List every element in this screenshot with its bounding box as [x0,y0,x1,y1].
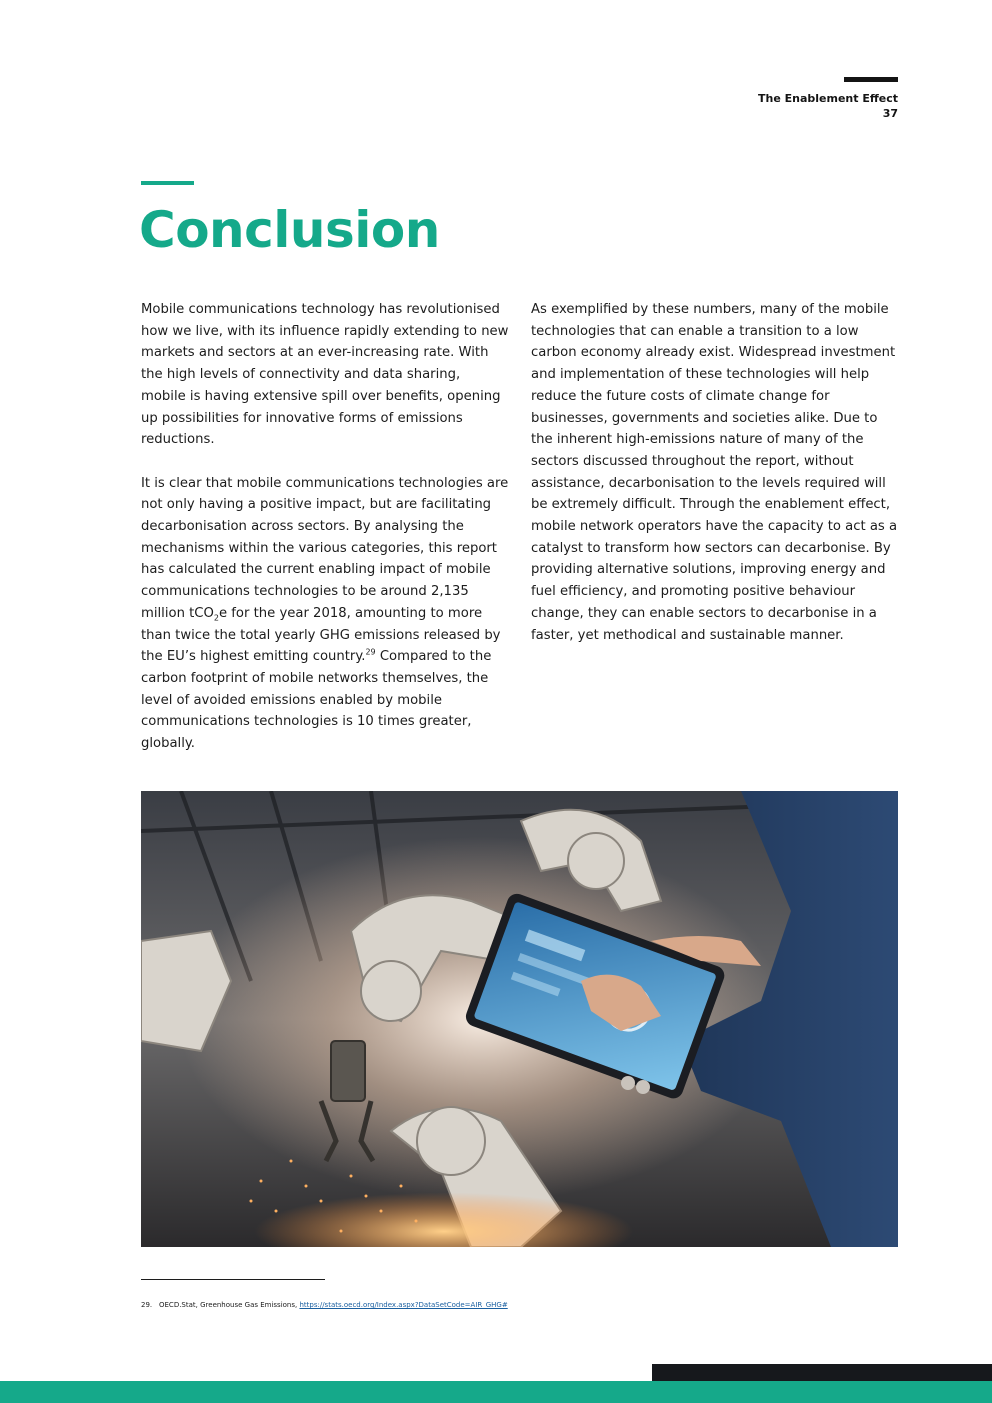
left-paragraph-2 [141,473,509,755]
footnote-rule [141,1279,325,1280]
footnote-text: OECD.Stat, Greenhouse Gas Emissions, [159,1301,300,1309]
left-paragraph-2-part-b: e for the year 2018, amounting to more than twice the total yearly GHG emissions released by the EU’s highest emitting country. [141,605,501,665]
title-accent-rule [141,181,194,185]
footnote [141,1300,508,1310]
footer-accent-bar [0,1381,992,1403]
running-header [758,91,898,121]
footnote-link[interactable]: https://stats.oecd.org/Index.aspx?DataSetCode=AIR_GHG# [299,1301,508,1309]
left-paragraph-2-part-a: It is clear that mobile communications technologies are not only having a positive impact, but are facilitating decarbonisation across sectors. By analysing the mechanisms within the various categories, this report has calculated the current enabling impact of mobile communications technologies to be around 2,135 million tCO [141,475,509,621]
left-paragraph-2-part-c: Compared to the carbon footprint of mobile networks themselves, the level of avoided emissions enabled by mobile communications technologies is 10 times greater, globally. [141,649,492,752]
page-title: Conclusion [139,201,440,259]
running-header-title: The Enablement Effect [757,92,898,105]
header-rule [844,77,898,82]
co2-subscript: 2 [213,613,219,623]
left-column [141,299,509,776]
footnote-reference[interactable]: 29 [365,647,376,657]
footer-dark-bar [652,1364,992,1381]
right-column [531,299,899,668]
page-number: 37 [882,107,898,120]
right-paragraph-1: As exemplified by these numbers, many of the mobile technologies that can enable a transition to a low carbon economy already exist. Widespread investment and implementation of these technologies will help reduce the future costs of climate change for businesses, governments and societies alike. Due to the inherent high-emissions nature of many of the sectors discussed throughout the report, without assistance, decarbonisation to the levels required will be extremely difficult. Through the enablement effect, mobile network operators have the capacity to act as a catalyst to transform how sectors can decarbonise. By providing alternative solutions, improving energy and fuel efficiency, and promoting positive behaviour change, they can enable sectors to decarbonise in a faster, yet methodical and sustainable manner. [531,302,898,643]
industrial-robot-tablet-photo [141,791,898,1247]
left-paragraph-1: Mobile communications technology has revolutionised how we live, with its influence rapidly extending to new markets and sectors at an ever-increasing rate. With the high levels of connectivity and data sharing, mobile is having extensive spill over benefits, opening up possibilities for innovative forms of emissions reductions. [141,302,509,448]
footnote-number: 29. [141,1301,153,1309]
photo-illustration [141,791,898,1247]
